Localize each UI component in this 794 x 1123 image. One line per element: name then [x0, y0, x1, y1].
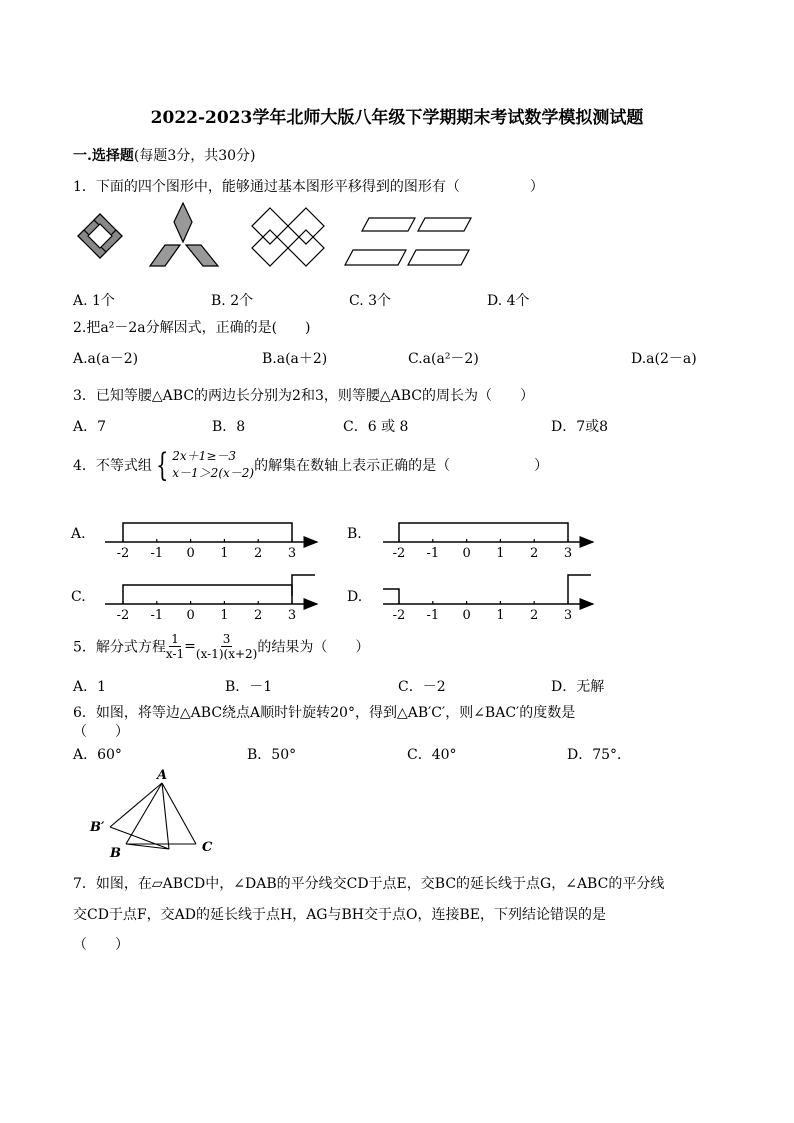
- q5-fraction-1-denominator: x-1: [165, 647, 185, 661]
- q6-point-c: C: [202, 840, 213, 855]
- q6-point-a: A: [157, 768, 168, 783]
- q6-point-b-prime: B′: [90, 820, 105, 835]
- q1-figure-2: [150, 203, 218, 266]
- q6-point-b: B: [110, 846, 121, 861]
- q4-tick-label: 1: [496, 608, 505, 623]
- q6-option-c[interactable]: C．40°: [407, 747, 457, 763]
- q5-stem: [73, 632, 369, 661]
- q4-inequality-2: x－1＞2(x－2): [172, 466, 255, 480]
- q4-tick-label: 2: [254, 608, 263, 623]
- q5-option-b[interactable]: B．－1: [225, 679, 273, 695]
- q4-tick-label: 0: [186, 608, 195, 623]
- q6-option-a[interactable]: A．60°: [73, 747, 122, 763]
- q4-inequality-1: 2x＋1≥－3: [172, 449, 237, 463]
- q1-stem: 1．下面的四个图形中，能够通过基本图形平移得到的图形有（ ）: [73, 179, 544, 195]
- q4-tick-label: -1: [150, 546, 164, 561]
- q4-tick-label: 0: [462, 608, 471, 623]
- q5-option-c[interactable]: C．－2: [398, 679, 446, 695]
- q7-stem-line-1: 7．如图，在▱ABCD中，∠DAB的平分线交CD于点E，交BC的延长线于点G，∠ABC的平分线: [73, 876, 665, 892]
- q4-tick-label: -2: [392, 608, 406, 623]
- left-brace-icon: {: [155, 446, 169, 484]
- q4-tick-label: -1: [150, 608, 164, 623]
- q3-stem: 3．已知等腰△ABC的两边长分别为2和3，则等腰△ABC的周长为（ ）: [73, 388, 534, 404]
- q4-option-c-label[interactable]: C.: [71, 589, 86, 605]
- q4-tick-label: 2: [530, 608, 539, 623]
- q4-number-lines: [65, 505, 625, 625]
- q4-option-c-axis[interactable]: [105, 575, 317, 604]
- q4-tick-label: 3: [287, 546, 297, 561]
- q1-option-b[interactable]: B. 2个: [211, 293, 254, 309]
- q4-tick-label: 0: [186, 546, 195, 561]
- q6-figure: [85, 765, 225, 865]
- q4-suffix: 的解集在数轴上表示正确的是（ ）: [254, 458, 549, 474]
- q4-tick-label: 0: [462, 546, 471, 561]
- q5-equals: =: [184, 638, 196, 655]
- q4-tick-labels: [117, 539, 572, 623]
- q7-stem-line-2: 交CD于点F，交AD的延长线于点H，AG与BH交于点O，连接BE，下列结论错误的是: [73, 907, 606, 923]
- q4-tick-label: -2: [392, 546, 406, 561]
- q2-option-b[interactable]: B.a(a＋2): [262, 351, 328, 367]
- q6-stem-line-2: （ ）: [73, 724, 129, 740]
- q1-figure-1: [78, 214, 122, 258]
- q6-option-b[interactable]: B．50°: [247, 747, 297, 763]
- q4-tick-label: 3: [563, 546, 573, 561]
- q1-option-a[interactable]: A. 1个: [73, 293, 115, 309]
- q2-option-d[interactable]: D.a(2－a): [631, 351, 697, 367]
- q6-option-d[interactable]: D．75°．: [567, 747, 632, 763]
- q6-stem-line-1: 6．如图，将等边△ABC绕点A顺时针旋转20°，得到△AB′C′，则∠BAC′的度数是: [73, 705, 576, 721]
- q4-option-b-label[interactable]: B.: [347, 526, 362, 542]
- q4-tick-label: 2: [530, 546, 539, 561]
- q3-option-d[interactable]: D．7或8: [551, 419, 609, 435]
- q5-fraction-2: [196, 632, 257, 661]
- q3-option-c[interactable]: C．6 或 8: [343, 419, 409, 435]
- q5-fraction-2-numerator: 3: [222, 632, 231, 646]
- page-title: 2022-2023学年北师大版八年级下学期期末考试数学模拟测试题: [150, 108, 644, 128]
- q4-tick-label: 1: [220, 546, 229, 561]
- q4-tick-label: 1: [220, 608, 229, 623]
- q4-tick-label: -1: [426, 546, 440, 561]
- q4-option-d-axis[interactable]: [383, 575, 593, 604]
- q2-option-c[interactable]: C.a(a²－2): [408, 351, 479, 367]
- q1-figure-3: [252, 208, 324, 266]
- q5-fraction-1-numerator: 1: [171, 632, 179, 646]
- q4-option-a-axis[interactable]: [105, 523, 317, 542]
- q4-tick-label: 1: [496, 546, 505, 561]
- q4-option-a-label[interactable]: A.: [71, 526, 86, 542]
- q4-tick-label: -2: [116, 546, 130, 561]
- section-note: (每题3分，共30分): [133, 148, 256, 164]
- q4-prefix: 4．不等式组: [73, 458, 152, 474]
- q1-figure-4: [345, 218, 471, 265]
- q4-tick-label: -2: [116, 608, 130, 623]
- q4-tick-label: -1: [426, 608, 440, 623]
- q4-option-b-axis[interactable]: [383, 523, 593, 542]
- q4-option-d-label[interactable]: D.: [347, 589, 363, 605]
- q5-fraction-2-denominator: (x-1)(x+2): [195, 647, 258, 661]
- q4-tick-label: 3: [287, 608, 297, 623]
- q3-option-b[interactable]: B．8: [212, 419, 246, 435]
- q5-option-d[interactable]: D．无解: [551, 679, 605, 695]
- q1-option-c[interactable]: C. 3个: [349, 293, 392, 309]
- q3-option-a[interactable]: A．7: [73, 419, 107, 435]
- q1-option-d[interactable]: D. 4个: [487, 293, 530, 309]
- q4-tick-label: 3: [563, 608, 573, 623]
- q2-stem: 2.把a²－2a分解因式，正确的是( ): [73, 320, 311, 336]
- q5-fraction-1: [166, 632, 184, 661]
- q5-option-a[interactable]: A．1: [73, 679, 107, 695]
- q4-system: [152, 448, 254, 482]
- q7-stem-line-3: （ ）: [73, 937, 129, 953]
- q4-stem: [73, 448, 548, 482]
- section-heading-label: 一.选择题: [73, 148, 134, 164]
- q4-tick-label: 2: [254, 546, 263, 561]
- q1-figures: [70, 200, 480, 275]
- q5-suffix: 的结果为（ ）: [257, 639, 370, 656]
- section-heading: [73, 145, 256, 165]
- q2-option-a[interactable]: A.a(a－2): [73, 351, 139, 367]
- q5-prefix: 5．解分式方程: [73, 639, 166, 656]
